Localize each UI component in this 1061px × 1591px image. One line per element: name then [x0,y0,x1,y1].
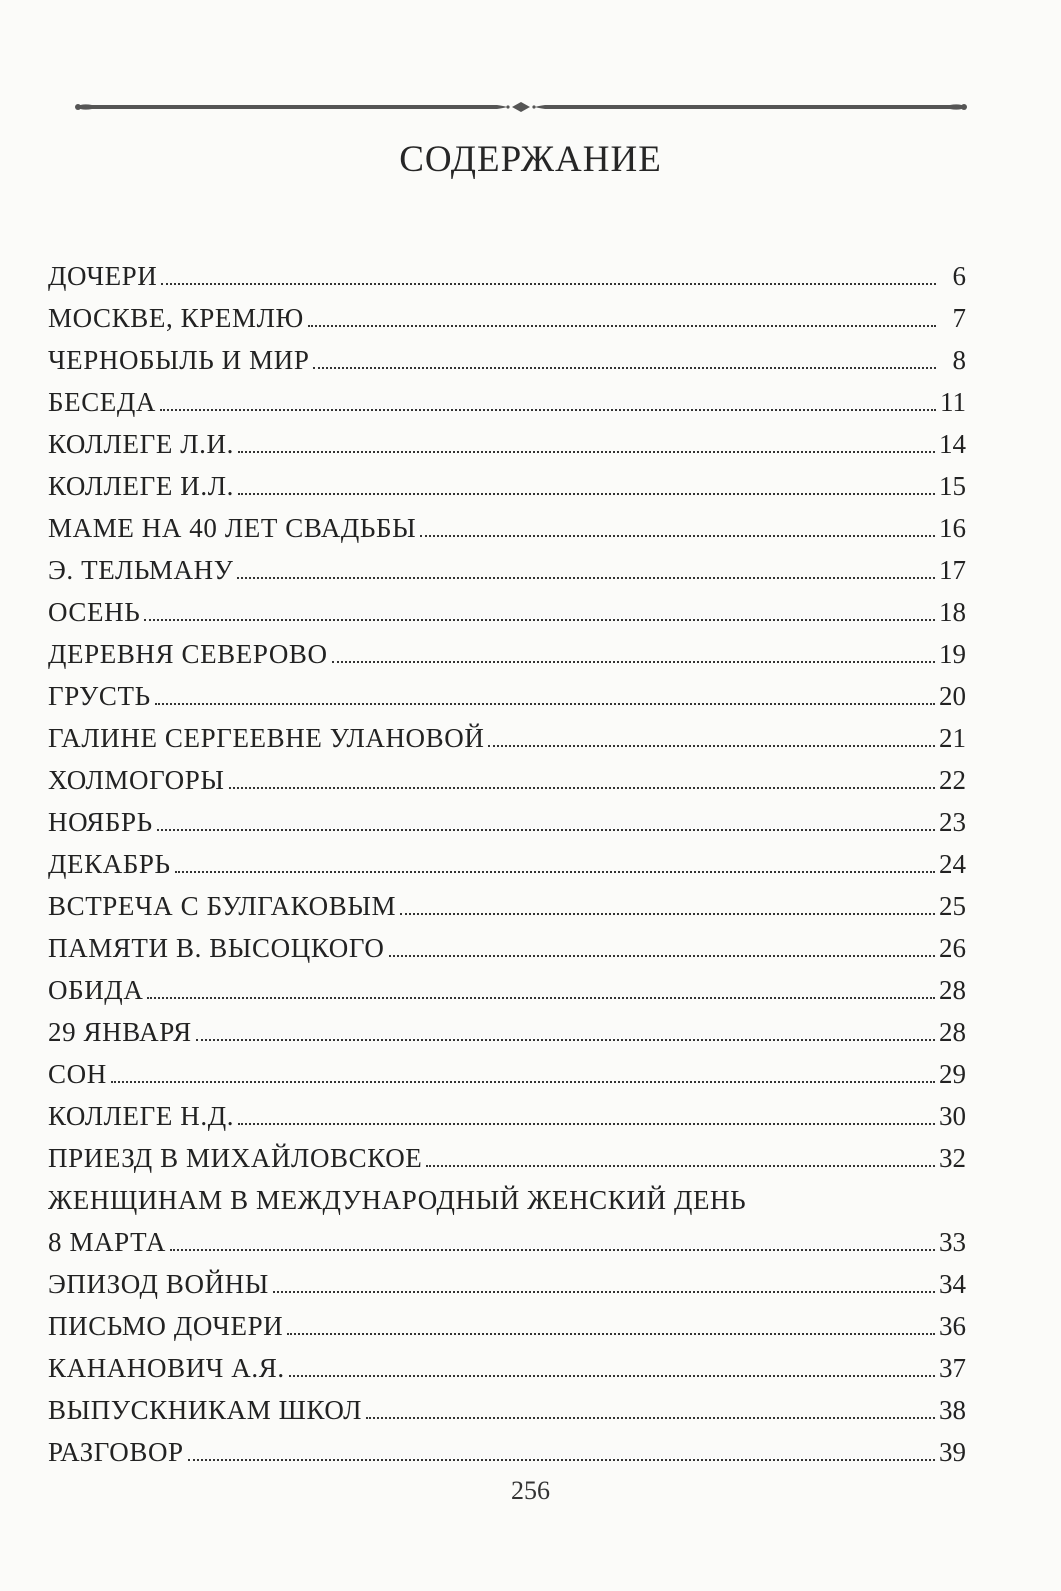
toc-entry [48,712,966,754]
toc-entry [48,628,966,670]
toc-entry-title: 29 ЯНВАРЯ [48,1017,192,1047]
toc-entry [48,376,966,418]
toc-entry-title: МАМЕ НА 40 ЛЕТ СВАДЬБЫ [48,513,417,543]
dot-leader [111,1079,935,1083]
toc-entry-page: 6 [952,261,966,291]
toc-entry-title: ЭПИЗОД ВОЙНЫ [48,1269,269,1299]
toc-entry-title: ДЕКАБРЬ [48,849,171,879]
toc-entry-page: 33 [939,1227,966,1257]
toc-entry [48,670,966,712]
toc-entry-page: 21 [939,723,966,753]
dot-leader [238,1121,935,1125]
toc-entry-title: Э. ТЕЛЬМАНУ [48,555,234,585]
dot-leader [147,995,935,999]
toc-entry [48,1132,966,1174]
toc-entry-page: 36 [939,1311,966,1341]
toc-entry-title: ПИСЬМО ДОЧЕРИ [48,1311,284,1341]
dot-leader [237,575,935,579]
toc-entry [48,1342,966,1384]
toc-entry-page: 29 [939,1059,966,1089]
toc-entry [48,502,966,544]
toc-entry [48,838,966,880]
toc-entry-title: СОН [48,1059,107,1089]
dot-leader [238,449,935,453]
toc-entry-page: 37 [939,1353,966,1383]
toc-entry [48,1090,966,1132]
toc-entry [48,1006,966,1048]
table-of-contents [48,250,966,1468]
toc-entry-page: 8 [952,345,966,375]
dot-leader [170,1247,935,1251]
dot-leader [161,281,936,285]
toc-entry-page: 15 [939,471,966,501]
toc-entry-title: ВСТРЕЧА С БУЛГАКОВЫМ [48,891,397,921]
toc-entry [48,292,966,334]
toc-entry-title: ЖЕНЩИНАМ В МЕЖДУНАРОДНЫЙ ЖЕНСКИЙ ДЕНЬ [48,1185,747,1215]
decorative-rule-ornament [72,90,970,124]
toc-entry-page: 22 [939,765,966,795]
dot-leader [289,1373,935,1377]
dot-leader [238,491,935,495]
toc-entry-page: 26 [939,933,966,963]
toc-entry [48,250,966,292]
toc-entry-title: КОЛЛЕГЕ И.Л. [48,471,234,501]
toc-entry [48,586,966,628]
dot-leader [426,1163,935,1167]
toc-entry-page: 20 [939,681,966,711]
toc-entry-page: 34 [939,1269,966,1299]
toc-entry-page: 17 [939,555,966,585]
toc-entry-title: ГРУСТЬ [48,681,151,711]
dot-leader [273,1289,935,1293]
toc-entry-page: 30 [939,1101,966,1131]
page-number: 256 [511,1476,550,1505]
toc-entry-title: ПРИЕЗД В МИХАЙЛОВСКОЕ [48,1143,423,1173]
dot-leader [488,743,935,747]
toc-entry-page: 7 [952,303,966,333]
toc-entry [48,1048,966,1090]
dot-leader [144,617,935,621]
dot-leader [400,911,935,915]
dot-leader [196,1037,935,1041]
dot-leader [175,869,935,873]
toc-entry-page: 24 [939,849,966,879]
toc-entry [48,1426,966,1468]
toc-entry [48,1300,966,1342]
page-title: СОДЕРЖАНИЕ [399,139,662,180]
toc-entry-page: 18 [939,597,966,627]
dot-leader [229,785,936,789]
toc-entry [48,334,966,376]
toc-entry-page: 16 [939,513,966,543]
dot-leader [332,659,935,663]
toc-entry-page: 32 [939,1143,966,1173]
toc-entry [48,1258,966,1300]
dot-leader [157,827,935,831]
toc-entry-title: ОСЕНЬ [48,597,141,627]
toc-entry-title: ВЫПУСКНИКАМ ШКОЛ [48,1395,363,1425]
toc-entry-title: КОЛЛЕГЕ Н.Д. [48,1101,235,1131]
dot-leader [188,1457,935,1461]
toc-entry [48,754,966,796]
toc-entry-title: БЕСЕДА [48,387,157,417]
dot-leader [313,365,936,369]
toc-entry [48,544,966,586]
toc-entry-page: 28 [939,1017,966,1047]
toc-entry [48,418,966,460]
dot-leader [155,701,935,705]
toc-entry-line [48,1174,966,1216]
toc-entry-title: ОБИДА [48,975,144,1005]
toc-entry-title: РАЗГОВОР [48,1437,184,1467]
toc-entry [48,880,966,922]
dot-leader [308,323,936,327]
toc-entry-page: 11 [940,387,966,417]
toc-entry [48,964,966,1006]
toc-entry-title: ДОЧЕРИ [48,261,158,291]
toc-entry-title: ХОЛМОГОРЫ [48,765,225,795]
toc-entry [48,796,966,838]
toc-entry [48,460,966,502]
toc-entry-title: ДЕРЕВНЯ СЕВЕРОВО [48,639,328,669]
toc-entry [48,1384,966,1426]
toc-entry-page: 39 [939,1437,966,1467]
toc-entry-page: 19 [939,639,966,669]
toc-entry-title: ЧЕРНОБЫЛЬ И МИР [48,345,310,375]
toc-entry-page: 38 [939,1395,966,1425]
toc-entry [48,922,966,964]
dot-leader [389,953,936,957]
dot-leader [287,1331,935,1335]
toc-entry-page: 25 [939,891,966,921]
toc-entry-title: ГАЛИНЕ СЕРГЕЕВНЕ УЛАНОВОЙ [48,723,485,753]
dot-leader [420,533,935,537]
toc-entry-title: 8 МАРТА [48,1227,166,1257]
toc-entry-page: 23 [939,807,966,837]
toc-entry-page: 28 [939,975,966,1005]
toc-entry-title: МОСКВЕ, КРЕМЛЮ [48,303,304,333]
toc-entry-title: КОЛЛЕГЕ Л.И. [48,429,234,459]
toc-entry-title: КАНАНОВИЧ А.Я. [48,1353,285,1383]
toc-entry-title: ПАМЯТИ В. ВЫСОЦКОГО [48,933,385,963]
dot-leader [160,407,936,411]
toc-entry-page: 14 [939,429,966,459]
toc-entry [48,1216,966,1258]
dot-leader [366,1415,935,1419]
toc-entry-title: НОЯБРЬ [48,807,153,837]
